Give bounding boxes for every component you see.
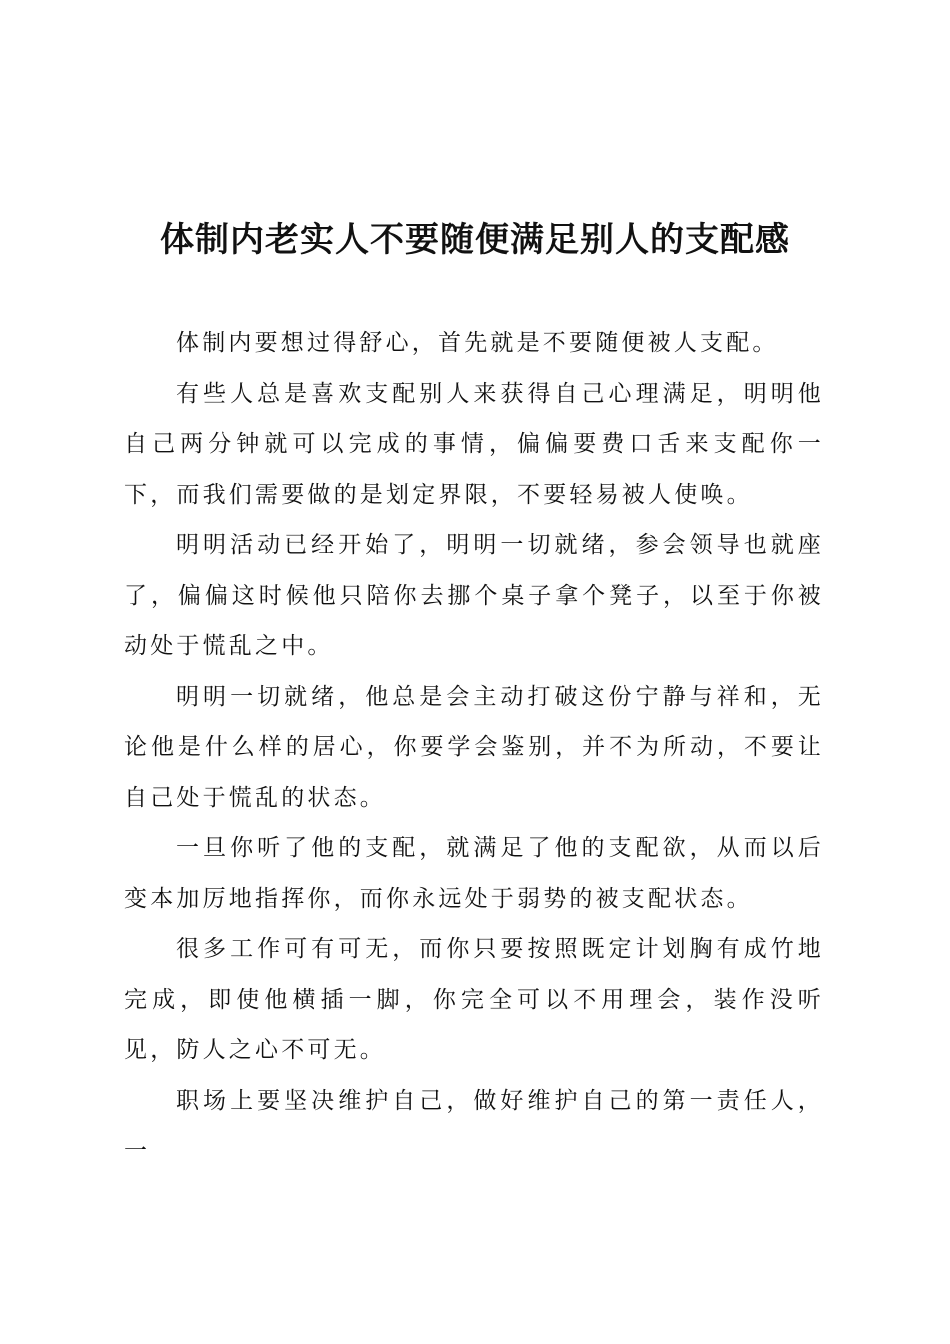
paragraph: 明明活动已经开始了，明明一切就绪，参会领导也就座了，偏偏这时候他只陪你去挪个桌子拿个凳子，以至于你被动处于慌乱之中。 xyxy=(124,532,824,659)
paragraph: 一旦你听了他的支配，就满足了他的支配欲，从而以后变本加厉地指挥你，而你永远处于弱势的被支配状态。 xyxy=(124,835,824,912)
paragraph: 很多工作可有可无，而你只要按照既定计划胸有成竹地完成，即使他横插一脚，你完全可以不用理会，装作没听见，防人之心不可无。 xyxy=(124,936,824,1063)
document-body xyxy=(124,318,824,1177)
paragraph: 有些人总是喜欢支配别人来获得自己心理满足，明明他自己两分钟就可以完成的事情，偏偏要费口舌来支配你一下，而我们需要做的是划定界限，不要轻易被人使唤。 xyxy=(124,380,824,508)
document-title: 体制内老实人不要随便满足别人的支配感 xyxy=(160,220,790,260)
paragraph: 职场上要坚决维护自己，做好维护自己的第一责任人，一 xyxy=(124,1087,824,1164)
paragraph: 体制内要想过得舒心，首先就是不要随便被人支配。 xyxy=(176,330,779,356)
paragraph: 明明一切就绪，他总是会主动打破这份宁静与祥和，无论他是什么样的居心，你要学会鉴别，并不为所动，不要让自己处于慌乱的状态。 xyxy=(124,683,824,811)
